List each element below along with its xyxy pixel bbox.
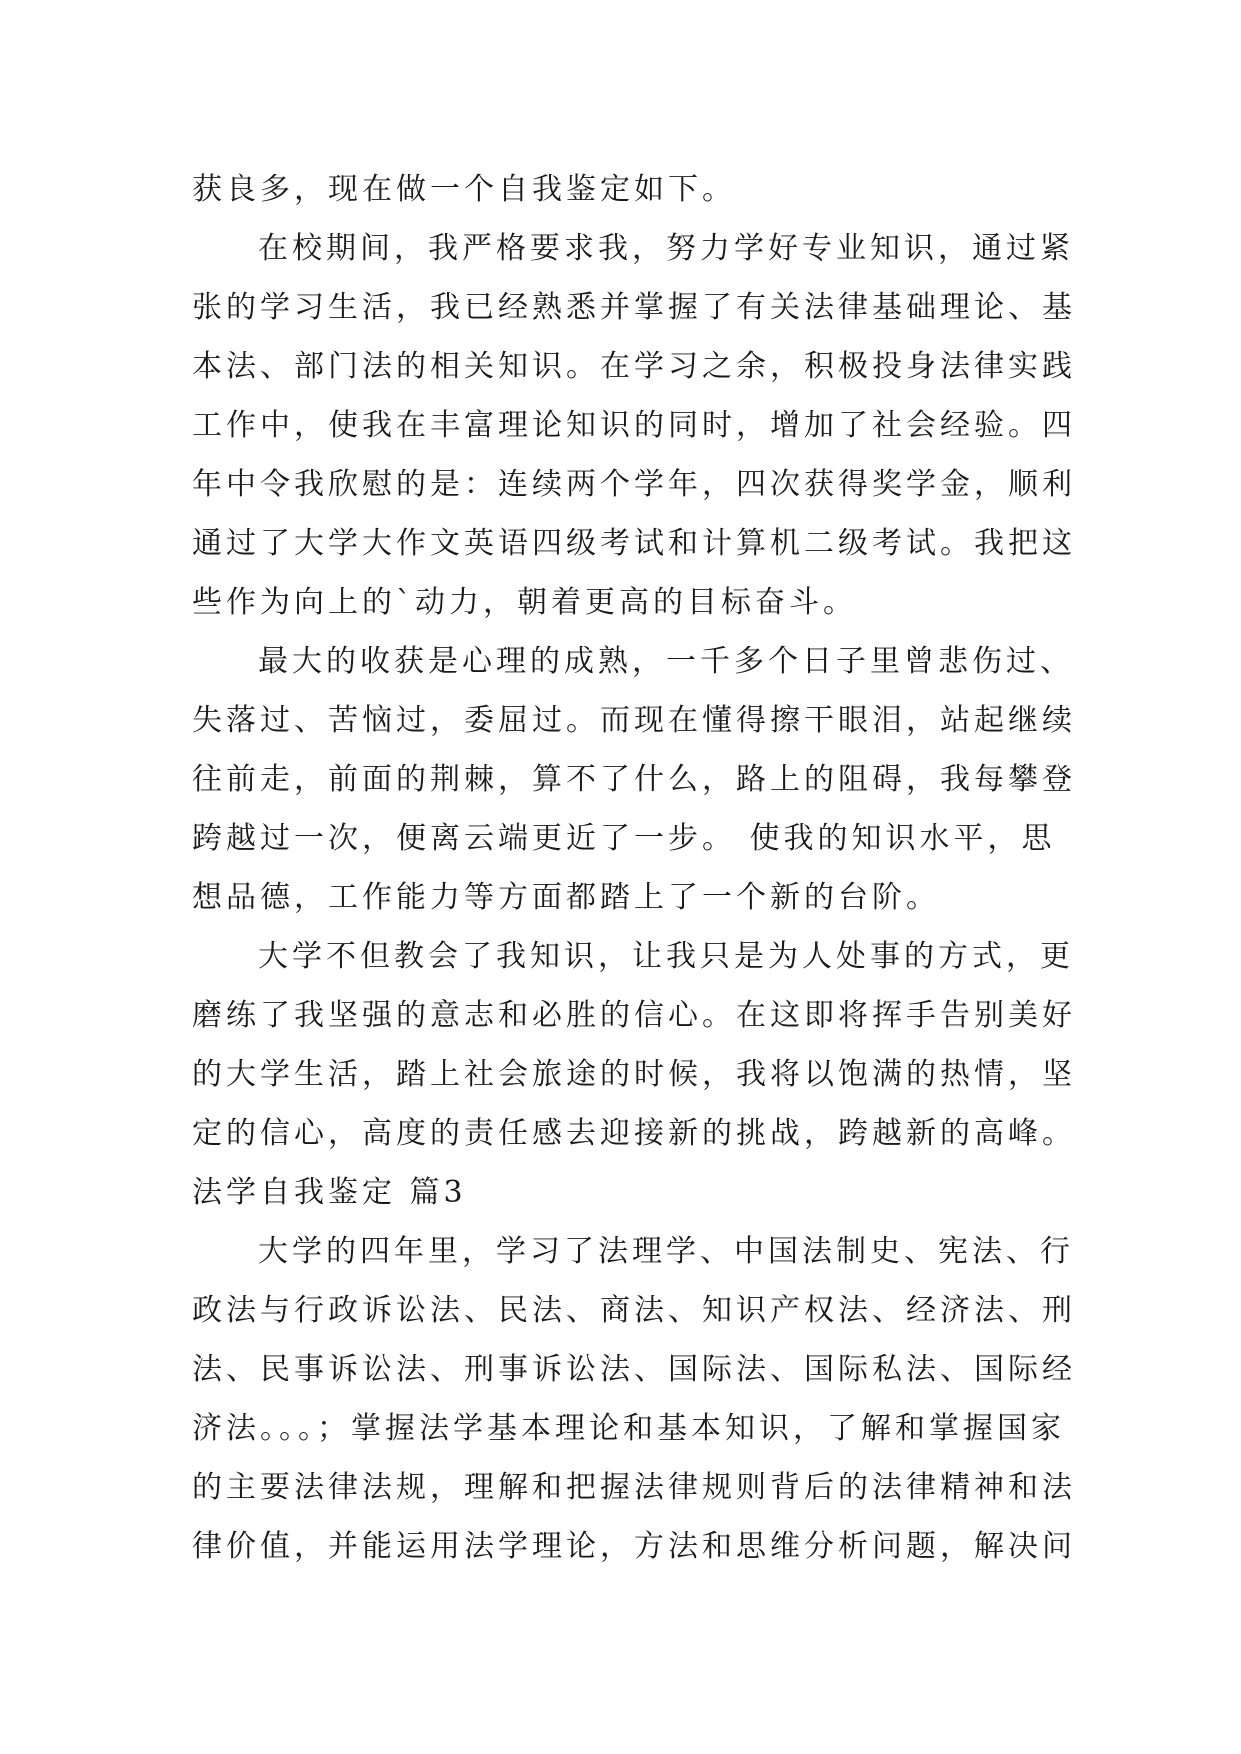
text-line: 张的学习生活，我已经熟悉并掌握了有关法律基础理论、基	[192, 290, 1076, 325]
text-line: 年中令我欣慰的是：连续两个学年，四次获得奖学金，顺利	[192, 467, 1076, 502]
section-heading: 法学自我鉴定 篇3	[192, 1175, 467, 1210]
text-line: 的大学生活，踏上社会旅途的时候，我将以饱满的热情，坚	[192, 1057, 1076, 1092]
text-line: 在校期间，我严格要求我，努力学好专业知识，通过紧	[258, 231, 1074, 266]
text-line: 大学不但教会了我知识，让我只是为人处事的方式，更	[258, 939, 1074, 974]
text-line: 工作中，使我在丰富理论知识的同时，增加了社会经验。四	[192, 408, 1076, 443]
text-line: 本法、部门法的相关知识。在学习之余，积极投身法律实践	[192, 349, 1076, 384]
text-line: 些作为向上的`动力，朝着更高的目标奋斗。	[192, 585, 857, 620]
text-line: 的主要法律法规，理解和把握法律规则背后的法律精神和法	[192, 1470, 1076, 1505]
text-line: 济法。。。；掌握法学基本理论和基本知识，了解和掌握国家	[192, 1411, 1065, 1446]
text-line: 政法与行政诉讼法、民法、商法、知识产权法、经济法、刑	[192, 1293, 1076, 1328]
text-line: 定的信心，高度的责任感去迎接新的挑战，跨越新的高峰。	[192, 1116, 1076, 1151]
text-line: 获良多，现在做一个自我鉴定如下。	[192, 172, 736, 207]
text-line: 法、民事诉讼法、刑事诉讼法、国际法、国际私法、国际经	[192, 1352, 1076, 1387]
text-line: 通过了大学大作文英语四级考试和计算机二级考试。我把这	[192, 526, 1076, 561]
text-line: 磨练了我坚强的意志和必胜的信心。在这即将挥手告别美好	[192, 998, 1076, 1033]
text-line: 最大的收获是心理的成熟，一千多个日子里曾悲伤过、	[258, 644, 1074, 679]
text-line: 大学的四年里，学习了法理学、中国法制史、宪法、行	[258, 1234, 1074, 1269]
text-line: 跨越过一次，便离云端更近了一步。 使我的知识水平，思	[192, 821, 1056, 856]
document-body	[192, 160, 1092, 1576]
text-line: 失落过、苦恼过，委屈过。而现在懂得擦干眼泪，站起继续	[192, 703, 1076, 738]
text-line: 律价值，并能运用法学理论，方法和思维分析问题，解决问	[192, 1529, 1076, 1564]
text-line: 往前走，前面的荆棘，算不了什么，路上的阻碍，我每攀登	[192, 762, 1076, 797]
text-line: 想品德，工作能力等方面都踏上了一个新的台阶。	[192, 880, 940, 915]
